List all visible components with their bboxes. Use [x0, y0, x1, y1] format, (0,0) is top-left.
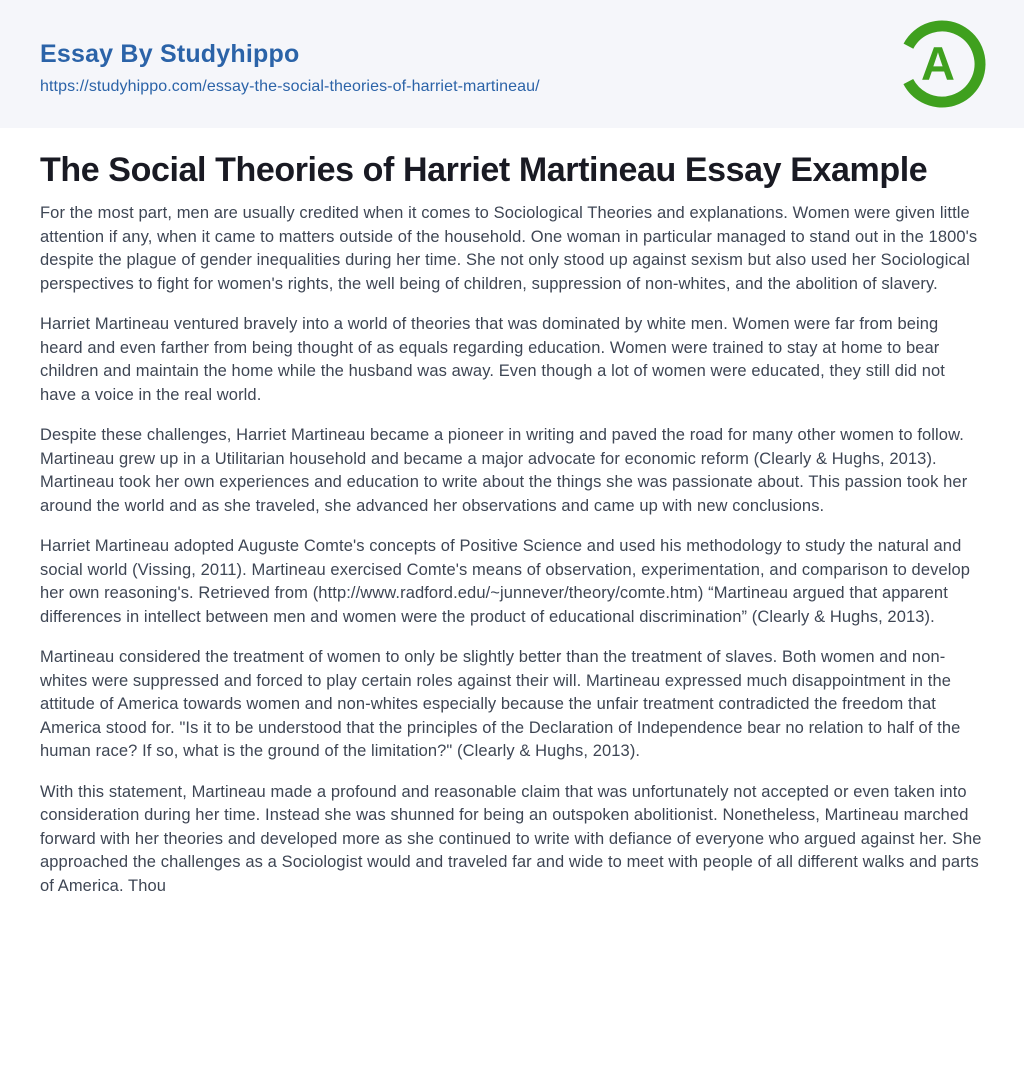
page-url-link[interactable]: https://studyhippo.com/essay-the-social-theories-of-harriet-martineau/ — [40, 78, 540, 95]
logo-letter: A — [921, 37, 955, 90]
studyhippo-logo-icon — [894, 16, 990, 112]
essay-article — [0, 150, 1024, 898]
page-header — [0, 0, 1024, 128]
essay-paragraph: Despite these challenges, Harriet Martineau became a pioneer in writing and paved the road for many other women to follow. Martineau grew up in a Utilitarian household and became a major advocate for economic reform (Clearly & Hughs, 2013). Martineau took her own experiences and education to write about the things she was passionate about. This passion took her around the world and as she traveled, she advanced her observations and came up with new conclusions. — [40, 426, 968, 515]
essay-title: The Social Theories of Harriet Martineau Essay Example — [40, 151, 928, 189]
header-text-block — [40, 40, 540, 96]
essay-paragraph: Martineau considered the treatment of women to only be slightly better than the treatment of slaves. Both women and non-whites were suppressed and forced to play certain roles against their will. Martineau expressed much disappointment in the attitude of America towards women and non-whites especially because the unfair treatment contradicted the freedom that America stood for. "Is it to be understood that the principles of the Declaration of Independence bear no relation to half of the human race? If so, what is the ground of the limitation?" (Clearly & Hughs, 2013). — [40, 648, 961, 761]
essay-paragraph: For the most part, men are usually credited when it comes to Sociological Theories and explanations. Women were given little attention if any, when it came to matters outside of the household. One woman in particular managed to stand out in the 1800's despite the plague of gender inequalities during her time. She not only stood up against sexism but also used her Sociological perspectives to fight for women's rights, the well being of children, suppression of non-whites, and the abolition of slavery. — [40, 204, 978, 293]
site-title: Essay By Studyhippo — [40, 40, 300, 68]
essay-paragraph: With this statement, Martineau made a profound and reasonable claim that was unfortunately not accepted or even taken into consideration during her time. Instead she was shunned for being an outspoken abolitionist. Nonetheless, Martineau marched forward with her theories and developed more as she continued to write with defiance of everyone who argued against her. She approached the challenges as a Sociologist would and traveled far and wide to meet with people of all different walks and parts of America. Thou — [40, 782, 982, 895]
essay-paragraph: Harriet Martineau ventured bravely into a world of theories that was dominated by white men. Women were far from being heard and even farther from being thought of as equals regarding education. Women were trained to stay at home to bear children and maintain the home while the husband was away. Even though a lot of women were educated, they still did not have a voice in the real world. — [40, 315, 945, 404]
essay-body — [40, 202, 984, 898]
essay-paragraph: Harriet Martineau adopted Auguste Comte's concepts of Positive Science and used his methodology to study the natural and social world (Vissing, 2011). Martineau exercised Comte's means of observation, experimentation, and comparison to develop her own reasoning's. Retrieved from (http://www.radford.edu/~junnever/theory/comte.htm) “Martineau argued that apparent differences in intellect between men and women were the product of educational discrimination” (Clearly & Hughs, 2013). — [40, 537, 971, 626]
